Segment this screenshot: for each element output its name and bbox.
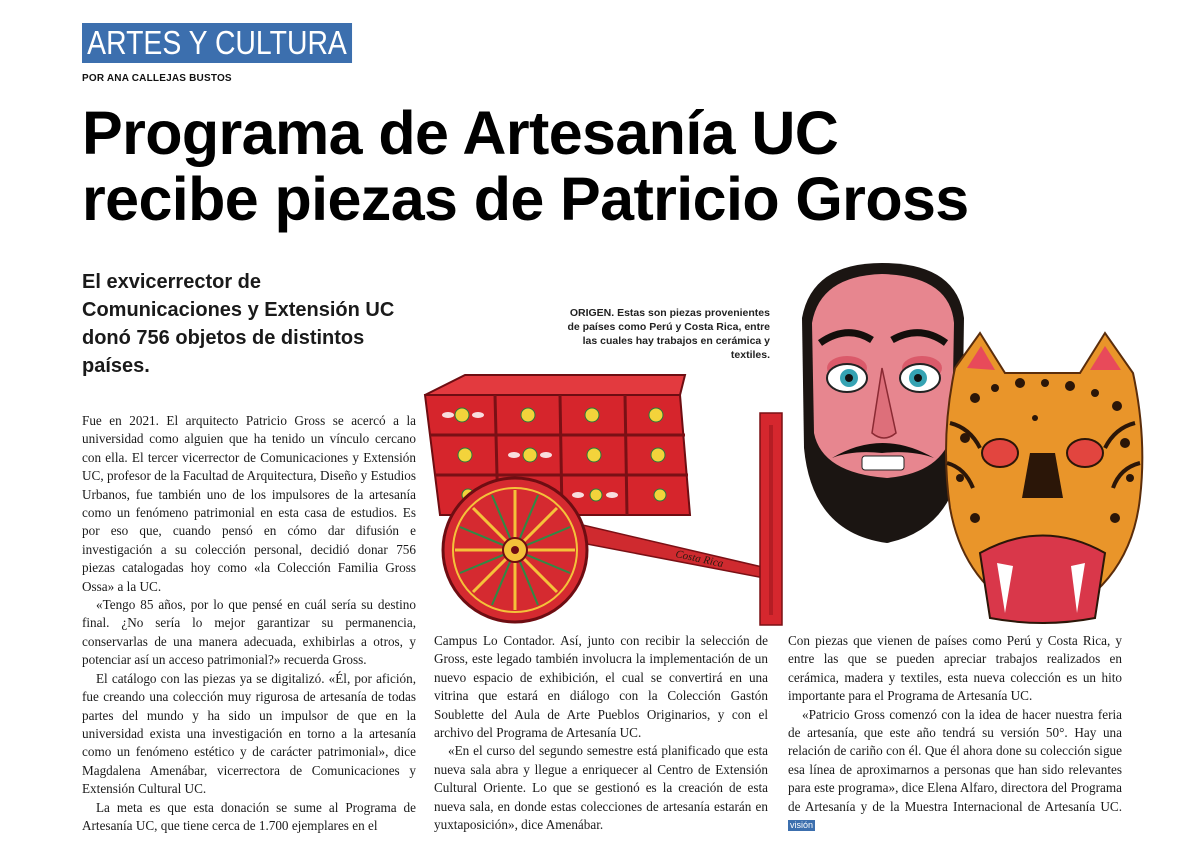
paragraph-text: «Patricio Gross comenzó con la idea de hacer nuestra feria de artesanía, que este año tendrá su versión 50°. Hay una relación de cariño con él. Que él ahora done su colección sigue esa línea de aproximarnos a personas que han sido relevantes para este programa», dice Elena Alfaro, directora del Programa de Artesanía y de la Muestra Internacional de Artesanía UC. xyxy=(788,706,1122,814)
oxcart-photo xyxy=(420,365,800,630)
jaguar-mask-photo xyxy=(935,328,1150,630)
article-column-1 xyxy=(82,412,416,835)
photo-caption xyxy=(560,306,770,362)
paragraph xyxy=(788,706,1122,835)
paragraph: El catálogo con las piezas ya se digitalizó. «Él, por afición, fue creando una colección muy rigurosa de artesanía de todas partes del mundo y ha sido un impulsor de que en la universidad exista una investigación en torno a la artesanía como un fenómeno estético y de carácter patrimonial», dice Magdalena Amenábar, vicerrectora de Comunicaciones y Extensión Cultural UC. xyxy=(82,670,416,797)
byline: POR ANA CALLEJAS BUSTOS xyxy=(82,73,232,84)
deck-subtitle: El exvicerrector de Comunicaciones y Extensión UC donó 756 objetos de distintos países. xyxy=(82,271,395,377)
section-label: ARTES Y CULTURA xyxy=(82,23,352,63)
paragraph: «En el curso del segundo semestre está planificado que esta nueva sala abra y llegue a enriquecer al Centro de Extensión Cultural Oriente. Lo que se gestionó es la creación de esta nueva sala, en donde estas colecciones de artesanía estarán en yuxtaposición», dice Amenábar. xyxy=(434,743,768,833)
article-column-2 xyxy=(434,632,768,834)
caption-lead: ORIGEN. xyxy=(569,307,615,319)
cart-inscription: Costa Rica xyxy=(674,548,725,571)
headline-line-2: recibe piezas de Patricio Gross xyxy=(82,165,969,233)
paragraph: Con piezas que vienen de países como Perú y Costa Rica, y entre las que se pueden apreciar trabajos realizados en cerámica, madera y textiles, esta nueva colección es un hito importante para el Programa de Artesanía UC. xyxy=(788,633,1122,704)
caption-text: Estas son piezas provenientes de países como Perú y Costa Rica, entre las cuales hay trabajos en cerámica y textiles. xyxy=(567,307,770,361)
article-column-3 xyxy=(788,632,1122,834)
end-mark: visión xyxy=(790,820,814,831)
paragraph: Campus Lo Contador. Así, junto con recibir la selección de Gross, este legado también involucra la implementación de un nuevo espacio de exhibición, el cual se convertirá en una vitrina que estará en diálogo con la Colección Gastón Soublette del Aula de Arte Pueblos Originarios, y con el archivo del Programa de Artesanía UC. xyxy=(434,633,768,741)
paragraph: «Tengo 85 años, por lo que pensé en cuál sería su destino final. ¿No sería lo mejor garantizar su permanencia, conservarlas de una manera adecuada, exhibirlas a otros, y potenciar así un acceso patrimonial?» recuerda Gross. xyxy=(82,597,416,668)
paragraph: La meta es que esta donación se sume al Programa de Artesanía UC, que tiene cerca de 1.700 ejemplares en el xyxy=(82,799,416,833)
headline-line-1: Programa de Artesanía UC xyxy=(82,99,839,167)
paragraph: Fue en 2021. El arquitecto Patricio Gross se acercó a la universidad como alguien que ha tenido un vínculo cercano con ella. El tercer vicerrector de Comunicaciones y Extensión UC, profesor de la Facultad de Arquitectura, Diseño y Estudios Urbanos, fue también uno de los impulsores de la artesanía como un fenómeno patrimonial en esta casa de estudios. Es por eso que, cuando pensó en cómo dar difusión e investigación a su colección personal, decidió donar 756 piezas catalogadas hoy como «la Colección Familia Gross Ossa» a la UC. xyxy=(82,413,416,594)
headline xyxy=(82,100,1182,232)
